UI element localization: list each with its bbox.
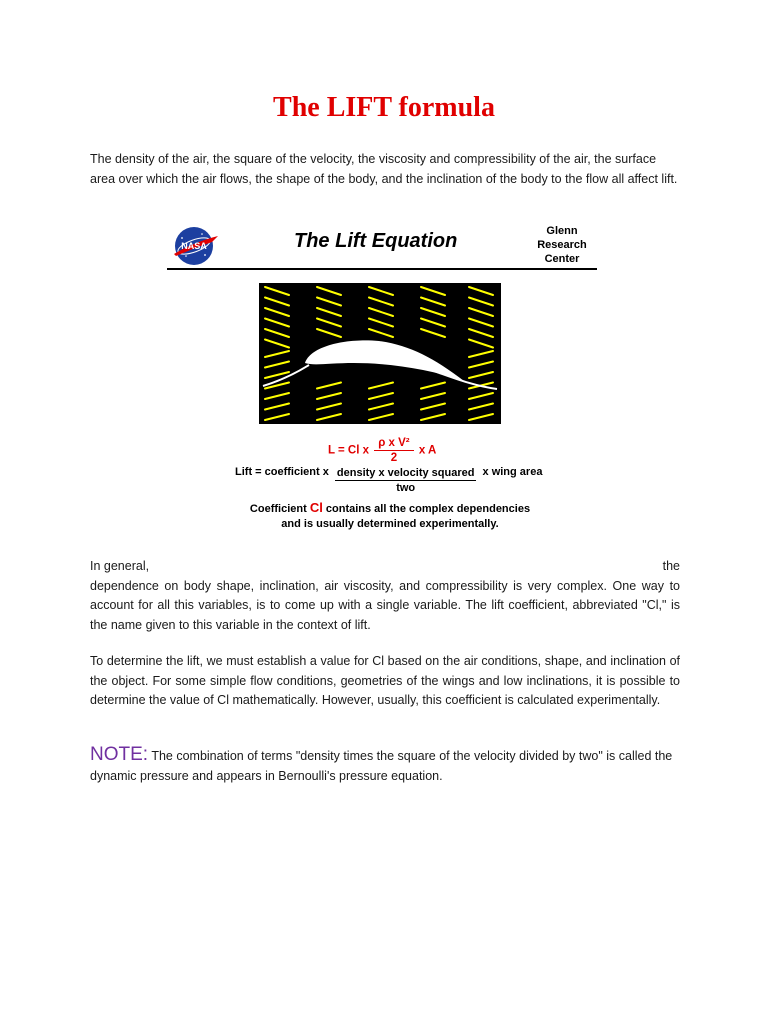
figure-header-title: The Lift Equation bbox=[294, 230, 458, 252]
header-divider bbox=[167, 268, 597, 270]
lift-equation-words: Lift = coefficient x $\frac{\text{density x velocity squared}}{\text{two}}$ x wing area bbox=[235, 466, 543, 494]
determine-lift-paragraph: To determine the lift, we must establish a value for Cl based on the air conditions, shape, and inclination of the object. For some simple flow conditions, geometries of the wings and low inclinations, it is possible to determine the value of Cl mathematically. However, usually, this coefficient is calculated experimentally. bbox=[90, 654, 680, 707]
airfoil-flow-illustration bbox=[259, 283, 501, 424]
general-paragraph: In general, the dependence on body shape, inclination, air viscosity, and compressibility is very complex. One way to account for all this variables, is to come up with a single variable. The lift coefficient, abbreviated "Cl," is the name given to this variable in the context of lift. bbox=[90, 559, 680, 632]
lift-equation-symbolic: L = Cl x $\frac{\text{ρ x V²}}{2}$ x A bbox=[328, 437, 437, 464]
intro-paragraph: The density of the air, the square of the velocity, the viscosity and compressibility of the air, the surface area over which the air flows, the shape of the body, and the inclination of the body to the flow all affect lift. bbox=[90, 152, 678, 186]
note-paragraph bbox=[90, 745, 680, 786]
page-title: The LIFT formula bbox=[273, 92, 495, 123]
glenn-research-center-label: Glenn Research Center bbox=[537, 225, 587, 265]
coefficient-note: Coefficient Cl contains all the complex dependencies and is usually determined experimentally. bbox=[249, 500, 531, 530]
note-label: NOTE: bbox=[90, 744, 149, 765]
nasa-logo-icon bbox=[172, 224, 222, 268]
svg-text:NASA: NASA bbox=[181, 241, 207, 251]
note-text: The combination of terms "density times the square of the velocity divided by two" is called the dynamic pressure and appears in Bernoulli's pressure equation. bbox=[90, 749, 673, 783]
